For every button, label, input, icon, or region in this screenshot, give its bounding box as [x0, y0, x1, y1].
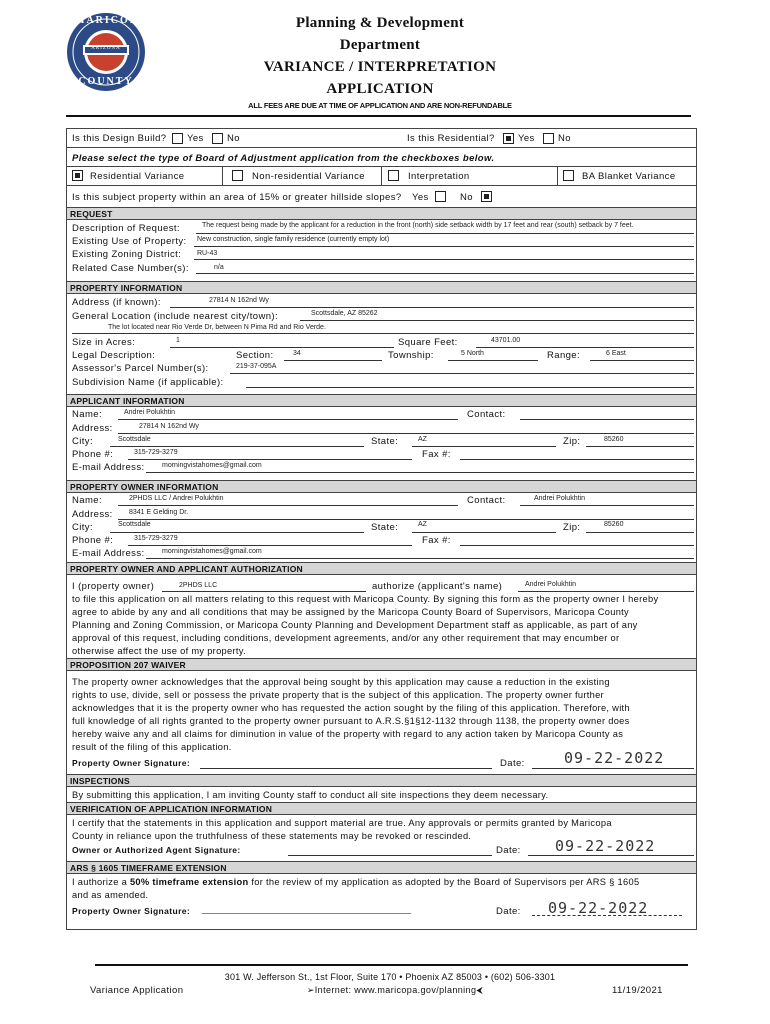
type-divider-2	[381, 166, 382, 186]
related-case-line	[196, 273, 694, 274]
prop207-heading: PROPOSITION 207 WAIVER	[67, 658, 696, 671]
owner-address-line	[118, 519, 694, 520]
existing-use-value[interactable]: New construction, single family residence (currently empty lot)	[197, 236, 390, 243]
auth-text-5: otherwise affect the use of my property.	[72, 646, 246, 656]
prop207-date-label: Date:	[500, 758, 525, 769]
size-acres-value[interactable]: 1	[176, 337, 180, 344]
request-description-value[interactable]: The request being made by the applicant for a reduction in the front (north) side setback width by 17 feet and rear (south) setback by 7 feet.	[202, 222, 634, 229]
hillside-no-label: No	[460, 192, 473, 203]
request-description-line	[196, 233, 694, 234]
prop207-text-6: result of the filing of this application.	[72, 742, 232, 752]
owner-phone-label: Phone #:	[72, 535, 114, 546]
section-label: Section:	[236, 350, 274, 361]
hillside-yes-label: Yes	[412, 192, 429, 203]
property-address-label: Address (if known):	[72, 297, 161, 308]
ars-text-1c: for the review of my application as adopted by the Board of Supervisors per ARS § 1605	[248, 877, 640, 887]
owner-phone-value[interactable]: 315-729-3279	[134, 535, 178, 542]
owner-contact-value[interactable]: Andrei Polukhtin	[534, 495, 585, 502]
title-line-2: Department	[339, 37, 421, 53]
owner-zip-line	[586, 532, 694, 533]
parcel-value[interactable]: 219-37-095A	[236, 363, 277, 370]
ars-date-label: Date:	[496, 906, 521, 917]
ba-blanket-variance-checkbox[interactable]	[563, 170, 574, 181]
applicant-address-value[interactable]: 27814 N 162nd Wy	[139, 423, 199, 430]
owner-city-line	[110, 532, 364, 533]
applicant-email-line	[146, 472, 694, 473]
parcel-label: Assessor's Parcel Number(s):	[72, 363, 209, 374]
existing-use-line	[194, 246, 694, 247]
prop207-text-3: acknowledges that it is the property owner who has requested the action sought by the filing of this application. Therefore, with	[72, 703, 630, 713]
applicant-address-line	[118, 433, 694, 434]
ars-date-line	[532, 915, 682, 916]
hillside-question: Is this subject property within an area of 15% or greater hillside slopes?	[72, 192, 402, 203]
owner-address-value[interactable]: 8341 E Gelding Dr.	[129, 509, 189, 516]
verification-text-2: County in reliance upon the truthfulness of these statements may be revoked or rescinded.	[72, 831, 472, 841]
ars-text-2: and as amended.	[72, 890, 149, 900]
auth-text-2: agree to abide by any and all conditions that may be assigned by the Maricopa County Board of Supervisors, Maricopa County	[72, 607, 630, 617]
square-feet-value[interactable]: 43701.00	[491, 337, 521, 344]
property-address-line	[170, 307, 694, 308]
owner-address-label: Address:	[72, 509, 113, 520]
ars-date-value[interactable]: 09-22-2022	[548, 899, 649, 917]
ars-text-1a: I authorize a	[72, 877, 130, 887]
residential-variance-label: Residential Variance	[90, 171, 185, 182]
section-value[interactable]: 34	[293, 350, 301, 357]
non-residential-variance-checkbox[interactable]	[232, 170, 243, 181]
verification-date-value[interactable]: 09-22-2022	[555, 837, 656, 855]
design-build-yes-label: Yes	[187, 133, 204, 144]
zoning-label: Existing Zoning District:	[72, 249, 182, 260]
applicant-heading: APPLICANT INFORMATION	[67, 394, 696, 407]
general-location-value[interactable]: Scottsdale, AZ 85262	[311, 310, 378, 317]
verification-signature-line[interactable]	[288, 855, 492, 856]
design-build-no-label: No	[227, 133, 240, 144]
residential-yes-checkbox[interactable]	[503, 133, 514, 144]
verification-text-1: I certify that the statements in this application and support material are true. Any approvals or permits granted by Maricopa	[72, 818, 612, 828]
auth-owner-label	[72, 581, 154, 592]
title-line-3: VARIANCE / INTERPRETATION	[263, 59, 497, 75]
owner-city-label: City:	[72, 522, 93, 533]
county-seal-logo	[66, 12, 146, 92]
inspections-text: By submitting this application, I am inviting County staff to conduct all site inspections they deem necessary.	[72, 790, 549, 800]
square-feet-line	[476, 347, 694, 348]
page-title	[200, 12, 560, 100]
owner-zip-value[interactable]: 85260	[604, 521, 624, 528]
header-rule	[66, 115, 691, 117]
applicant-phone-value[interactable]: 315-729-3279	[134, 449, 178, 456]
residential-variance-checkbox[interactable]	[72, 170, 83, 181]
request-description-label: Description of Request:	[72, 223, 180, 234]
applicant-state-label: State:	[371, 436, 399, 447]
prop207-text-1: The property owner acknowledges that the approval being sought by this application may cause a reduction in the existing	[72, 677, 610, 687]
related-case-value[interactable]: n/a	[214, 264, 224, 271]
auth-applicant-label: authorize (applicant's name)	[372, 581, 503, 592]
logo-text-mid: ARIZONA	[91, 46, 121, 51]
owner-heading: PROPERTY OWNER INFORMATION	[67, 480, 696, 493]
verification-signature-label: Owner or Authorized Agent Signature:	[72, 845, 241, 855]
owner-name-line	[118, 505, 458, 506]
applicant-contact-line	[520, 419, 694, 420]
auth-text-3: Planning and Zoning Commission, or Maricopa County Planning and Development Department staff as applicable, as part of any	[72, 620, 638, 630]
applicant-fax-label: Fax #:	[422, 449, 451, 460]
applicant-name-value[interactable]: Andrei Polukhtin	[124, 409, 175, 416]
owner-state-label: State:	[371, 522, 399, 533]
owner-fax-line	[460, 545, 694, 546]
design-build-no-checkbox[interactable]	[212, 133, 223, 144]
owner-contact-label: Contact:	[467, 495, 506, 506]
residential-no-label: No	[558, 133, 571, 144]
parcel-line	[230, 373, 694, 374]
applicant-zip-value[interactable]: 85260	[604, 436, 624, 443]
owner-email-label: E-mail Address:	[72, 548, 145, 559]
general-location-line	[300, 320, 694, 321]
applicant-zip-line	[586, 446, 694, 447]
applicant-fax-line	[460, 459, 694, 460]
owner-state-value[interactable]: AZ	[418, 521, 427, 528]
type-divider-1	[222, 166, 223, 186]
zoning-value[interactable]: RU-43	[197, 250, 218, 257]
type-divider-3	[557, 166, 558, 186]
residential-yes-label: Yes	[518, 133, 535, 144]
design-build-yes-checkbox[interactable]	[172, 133, 183, 144]
logo-text-bottom: COUNTY	[78, 76, 134, 87]
general-location-value-2[interactable]: The lot located near Rio Verde Dr, between N Pima Rd and Rio Verde.	[108, 324, 326, 331]
residential-no-checkbox[interactable]	[543, 133, 554, 144]
property-address-value[interactable]: 27814 N 162nd Wy	[209, 297, 269, 304]
size-acres-line	[170, 347, 394, 348]
zoning-line	[194, 259, 694, 260]
prop207-signature-label: Property Owner Signature:	[72, 758, 191, 768]
range-value[interactable]: 6 East	[606, 350, 626, 357]
verification-heading: VERIFICATION OF APPLICATION INFORMATION	[67, 802, 696, 815]
footer-rule	[95, 964, 688, 966]
general-location-line-2	[72, 333, 694, 334]
auth-owner-value[interactable]: 2PHDS LLC	[179, 582, 218, 589]
range-line	[590, 360, 694, 361]
ars-heading: ARS § 1605 TIMEFRAME EXTENSION	[67, 861, 696, 874]
ba-blanket-variance-label: BA Blanket Variance	[582, 171, 676, 182]
auth-applicant-value[interactable]: Andrei Polukhtin	[525, 581, 576, 588]
footer-date: 11/19/2021	[612, 985, 663, 996]
auth-owner-line	[162, 591, 366, 592]
auth-text-4: approval of this request, including conditions, development agreements, and/or any other requirement that may encumber or	[72, 633, 620, 643]
footer-left-label: Variance Application	[90, 985, 184, 996]
footer-address: 301 W. Jefferson St., 1st Floor, Suite 170 • Phoenix AZ 85003 • (602) 506-3301	[224, 972, 556, 982]
owner-name-label: Name:	[72, 495, 102, 506]
prop207-date-line	[532, 768, 694, 769]
design-build-question: Is this Design Build?	[72, 133, 167, 144]
hillside-yes-checkbox[interactable]	[435, 191, 446, 202]
applicant-phone-line	[128, 459, 412, 460]
range-label: Range:	[547, 350, 581, 361]
applicant-city-label: City:	[72, 436, 93, 447]
owner-state-line	[412, 532, 556, 533]
size-acres-label: Size in Acres:	[72, 337, 136, 348]
inspections-heading: INSPECTIONS	[67, 774, 696, 787]
authorization-heading: PROPERTY OWNER AND APPLICANT AUTHORIZATION	[67, 562, 696, 575]
verification-date-line	[528, 855, 694, 856]
prop207-text-5: hereby waive any and all claims for diminution in value of the property with regard to any action taken by Maricopa County as	[72, 729, 624, 739]
township-label: Township:	[388, 350, 434, 361]
hillside-no-checkbox[interactable]	[481, 191, 492, 202]
auth-owner-label-text: I (property owner)	[72, 581, 155, 592]
owner-email-value[interactable]: morningvistahomes@gmail.com	[162, 548, 262, 555]
applicant-state-value[interactable]: AZ	[418, 436, 427, 443]
applicant-name-label: Name:	[72, 409, 102, 420]
verification-date-label: Date:	[496, 845, 521, 856]
request-heading: REQUEST	[67, 207, 696, 220]
applicant-city-value[interactable]: Scottsdale	[118, 436, 151, 443]
section-line	[284, 360, 382, 361]
applicant-city-line	[110, 446, 364, 447]
ars-text-1	[72, 877, 639, 887]
prop207-text-2: rights to use, divide, sell or possess the private property that is the subject of this application. The property owner further	[72, 690, 604, 700]
applicant-email-label: E-mail Address:	[72, 462, 145, 473]
applicant-phone-label: Phone #:	[72, 449, 114, 460]
applicant-contact-label: Contact:	[467, 409, 506, 420]
owner-zip-label: Zip:	[563, 522, 581, 533]
title-line-1: Planning & Development	[295, 15, 465, 31]
interpretation-label: Interpretation	[408, 171, 470, 182]
township-line	[448, 360, 538, 361]
subdivision-line	[246, 387, 694, 388]
title-line-4: APPLICATION	[326, 81, 434, 97]
non-residential-variance-label: Non-residential Variance	[252, 171, 365, 182]
legal-description-label: Legal Description:	[72, 350, 156, 361]
subdivision-label: Subdivision Name (if applicable):	[72, 377, 224, 388]
general-location-label: General Location (include nearest city/town):	[72, 311, 278, 322]
auth-text-1: to file this application on all matters relating to this request with Maricopa County. By signing this form as the property owner I hereby	[72, 594, 659, 604]
applicant-address-label: Address:	[72, 423, 113, 434]
ars-signature-blank[interactable]: _______________________________________________	[202, 905, 412, 914]
existing-use-label: Existing Use of Property:	[72, 236, 187, 247]
fees-note: ALL FEES ARE DUE AT TIME OF APPLICATION AND ARE NON-REFUNDABLE	[248, 101, 512, 110]
square-feet-label: Square Feet:	[398, 337, 458, 348]
applicant-email-value[interactable]: morningvistahomes@gmail.com	[162, 462, 262, 469]
prop207-signature-line[interactable]	[200, 768, 492, 769]
logo-text-top: MARICOPA	[75, 15, 147, 26]
property-heading: PROPERTY INFORMATION	[67, 281, 696, 294]
applicant-state-line	[412, 446, 556, 447]
auth-applicant-line	[518, 591, 694, 592]
prop207-text-4: full knowledge of all rights granted to the property owner pursuant to A.R.S.§1§12-1132 through 1138, the property owner does	[72, 716, 630, 726]
owner-email-line	[146, 558, 694, 559]
select-type-instruction: Please select the type of Board of Adjustment application from the checkboxes below.	[72, 153, 495, 164]
applicant-name-line	[118, 419, 458, 420]
residential-question: Is this Residential?	[407, 133, 495, 144]
footer-internet-link[interactable]: ➢Internet: www.maricopa.gov/planning⮜	[306, 985, 484, 995]
related-case-label: Related Case Number(s):	[72, 263, 189, 274]
township-value[interactable]: 5 North	[461, 350, 484, 357]
owner-city-value[interactable]: Scottsdale	[118, 521, 151, 528]
applicant-zip-label: Zip:	[563, 436, 581, 447]
owner-contact-line	[520, 505, 694, 506]
interpretation-checkbox[interactable]	[388, 170, 399, 181]
ars-text-1b: 50% timeframe extension	[129, 877, 249, 887]
owner-phone-line	[128, 545, 412, 546]
owner-name-value[interactable]: 2PHDS LLC / Andrei Polukhtin	[129, 495, 224, 502]
ars-signature-label: Property Owner Signature:	[72, 906, 191, 916]
prop207-date-value[interactable]: 09-22-2022	[564, 749, 665, 767]
owner-fax-label: Fax #:	[422, 535, 451, 546]
